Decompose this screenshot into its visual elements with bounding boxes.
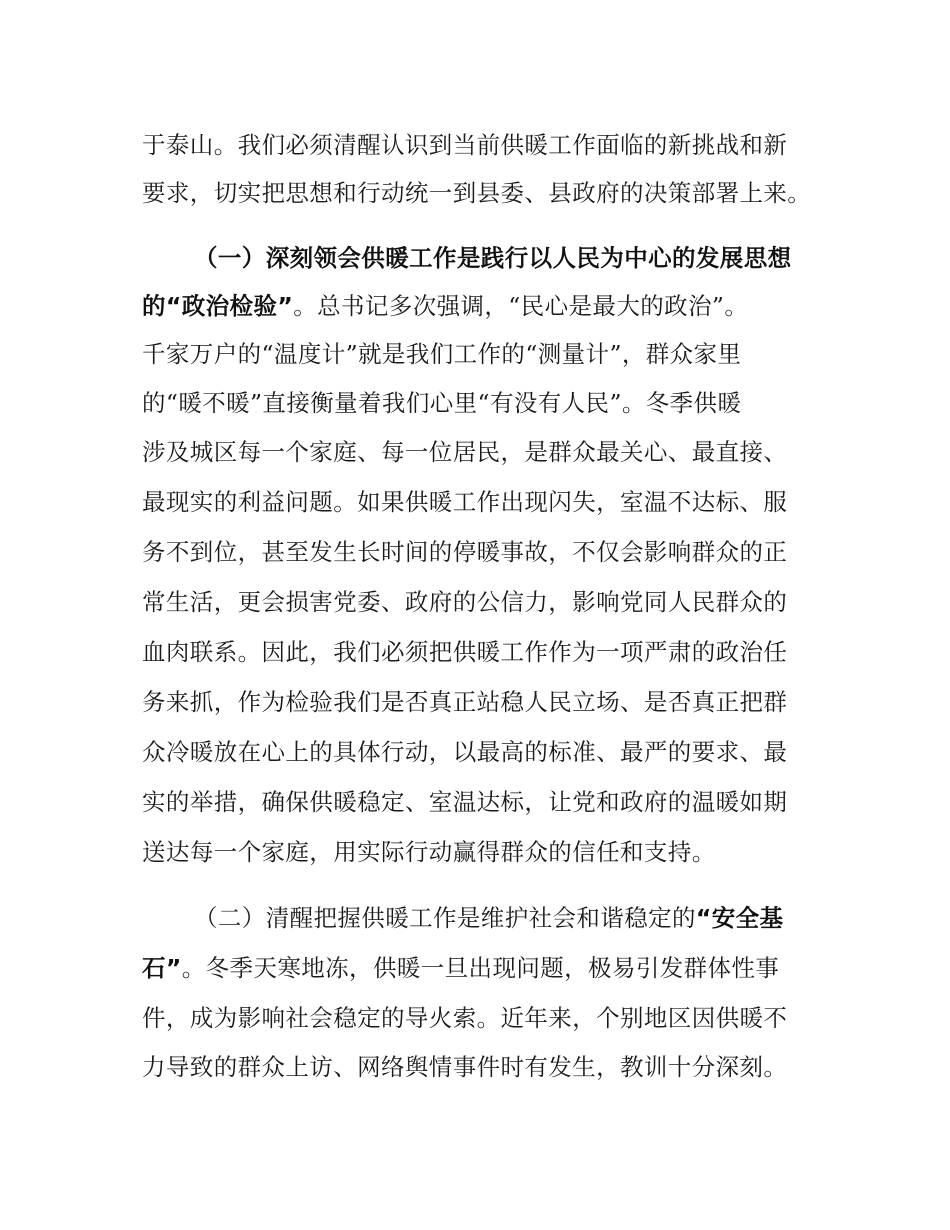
- paragraph-line: 众冷暖放在心上的具体行动，以最高的标准、最严的要求、最: [142, 738, 788, 766]
- paragraph-line: 血肉联系。因此，我们必须把供暖工作作为一项严肃的政治任: [142, 638, 788, 666]
- section-2-heading-text: （二）清醒把握供暖工作是维护社会和谐稳定的: [194, 904, 696, 932]
- paragraph-text: 。总书记多次强调，“民心是最大的政治”。: [293, 292, 749, 320]
- paragraph-line: 最现实的利益问题。如果供暖工作出现闪失，室温不达标、服: [142, 488, 788, 516]
- paragraph-line: 要求，切实把思想和行动统一到县委、县政府的决策部署上来。: [142, 179, 812, 207]
- paragraph-line: 务来抓，作为检验我们是否真正站稳人民立场、是否真正把群: [142, 688, 788, 716]
- section-1-heading: （一）深刻领会供暖工作是践行以人民为中心的发展思想: [194, 244, 792, 272]
- paragraph-line: 件，成为影响社会稳定的导火索。近年来，个别地区因供暖不: [142, 1004, 788, 1032]
- paragraph-line: 实的举措，确保供暖稳定、室温达标，让党和政府的温暖如期: [142, 788, 788, 816]
- paragraph-line: 送达每一个家庭，用实际行动赢得群众的信任和支持。: [142, 838, 716, 866]
- paragraph-line: 千家万户的“温度计”就是我们工作的“测量计”，群众家里: [142, 340, 742, 368]
- section-1-heading-end: 的“政治检验”: [142, 292, 294, 320]
- paragraph-text: 。冬季天寒地冻，供暖一旦出现问题，极易引发群体性事: [181, 954, 780, 982]
- section-2-heading: [194, 903, 824, 933]
- paragraph-line: 常生活，更会损害党委、政府的公信力，影响党同人民群众的: [142, 588, 788, 616]
- section-2-heading-continuation: [142, 953, 822, 983]
- paragraph-line: 的“暖不暖”直接衡量着我们心里“有没有人民”。冬季供暖: [142, 389, 742, 417]
- paragraph-line: 于泰山。我们必须清醒认识到当前供暖工作面临的新挑战和新: [142, 131, 788, 159]
- paragraph-line: 务不到位，甚至发生长时间的停暖事故，不仅会影响群众的正: [142, 538, 788, 566]
- section-1-heading-continuation: [142, 291, 822, 321]
- paragraph-line: 涉及城区每一个家庭、每一位居民，是群众最关心、最直接、: [142, 438, 788, 466]
- paragraph-line: 力导致的群众上访、网络舆情事件时有发生，教训十分深刻。: [142, 1053, 788, 1081]
- section-2-heading-bold: “安全基: [695, 904, 784, 932]
- section-2-heading-end: 石”: [142, 954, 182, 982]
